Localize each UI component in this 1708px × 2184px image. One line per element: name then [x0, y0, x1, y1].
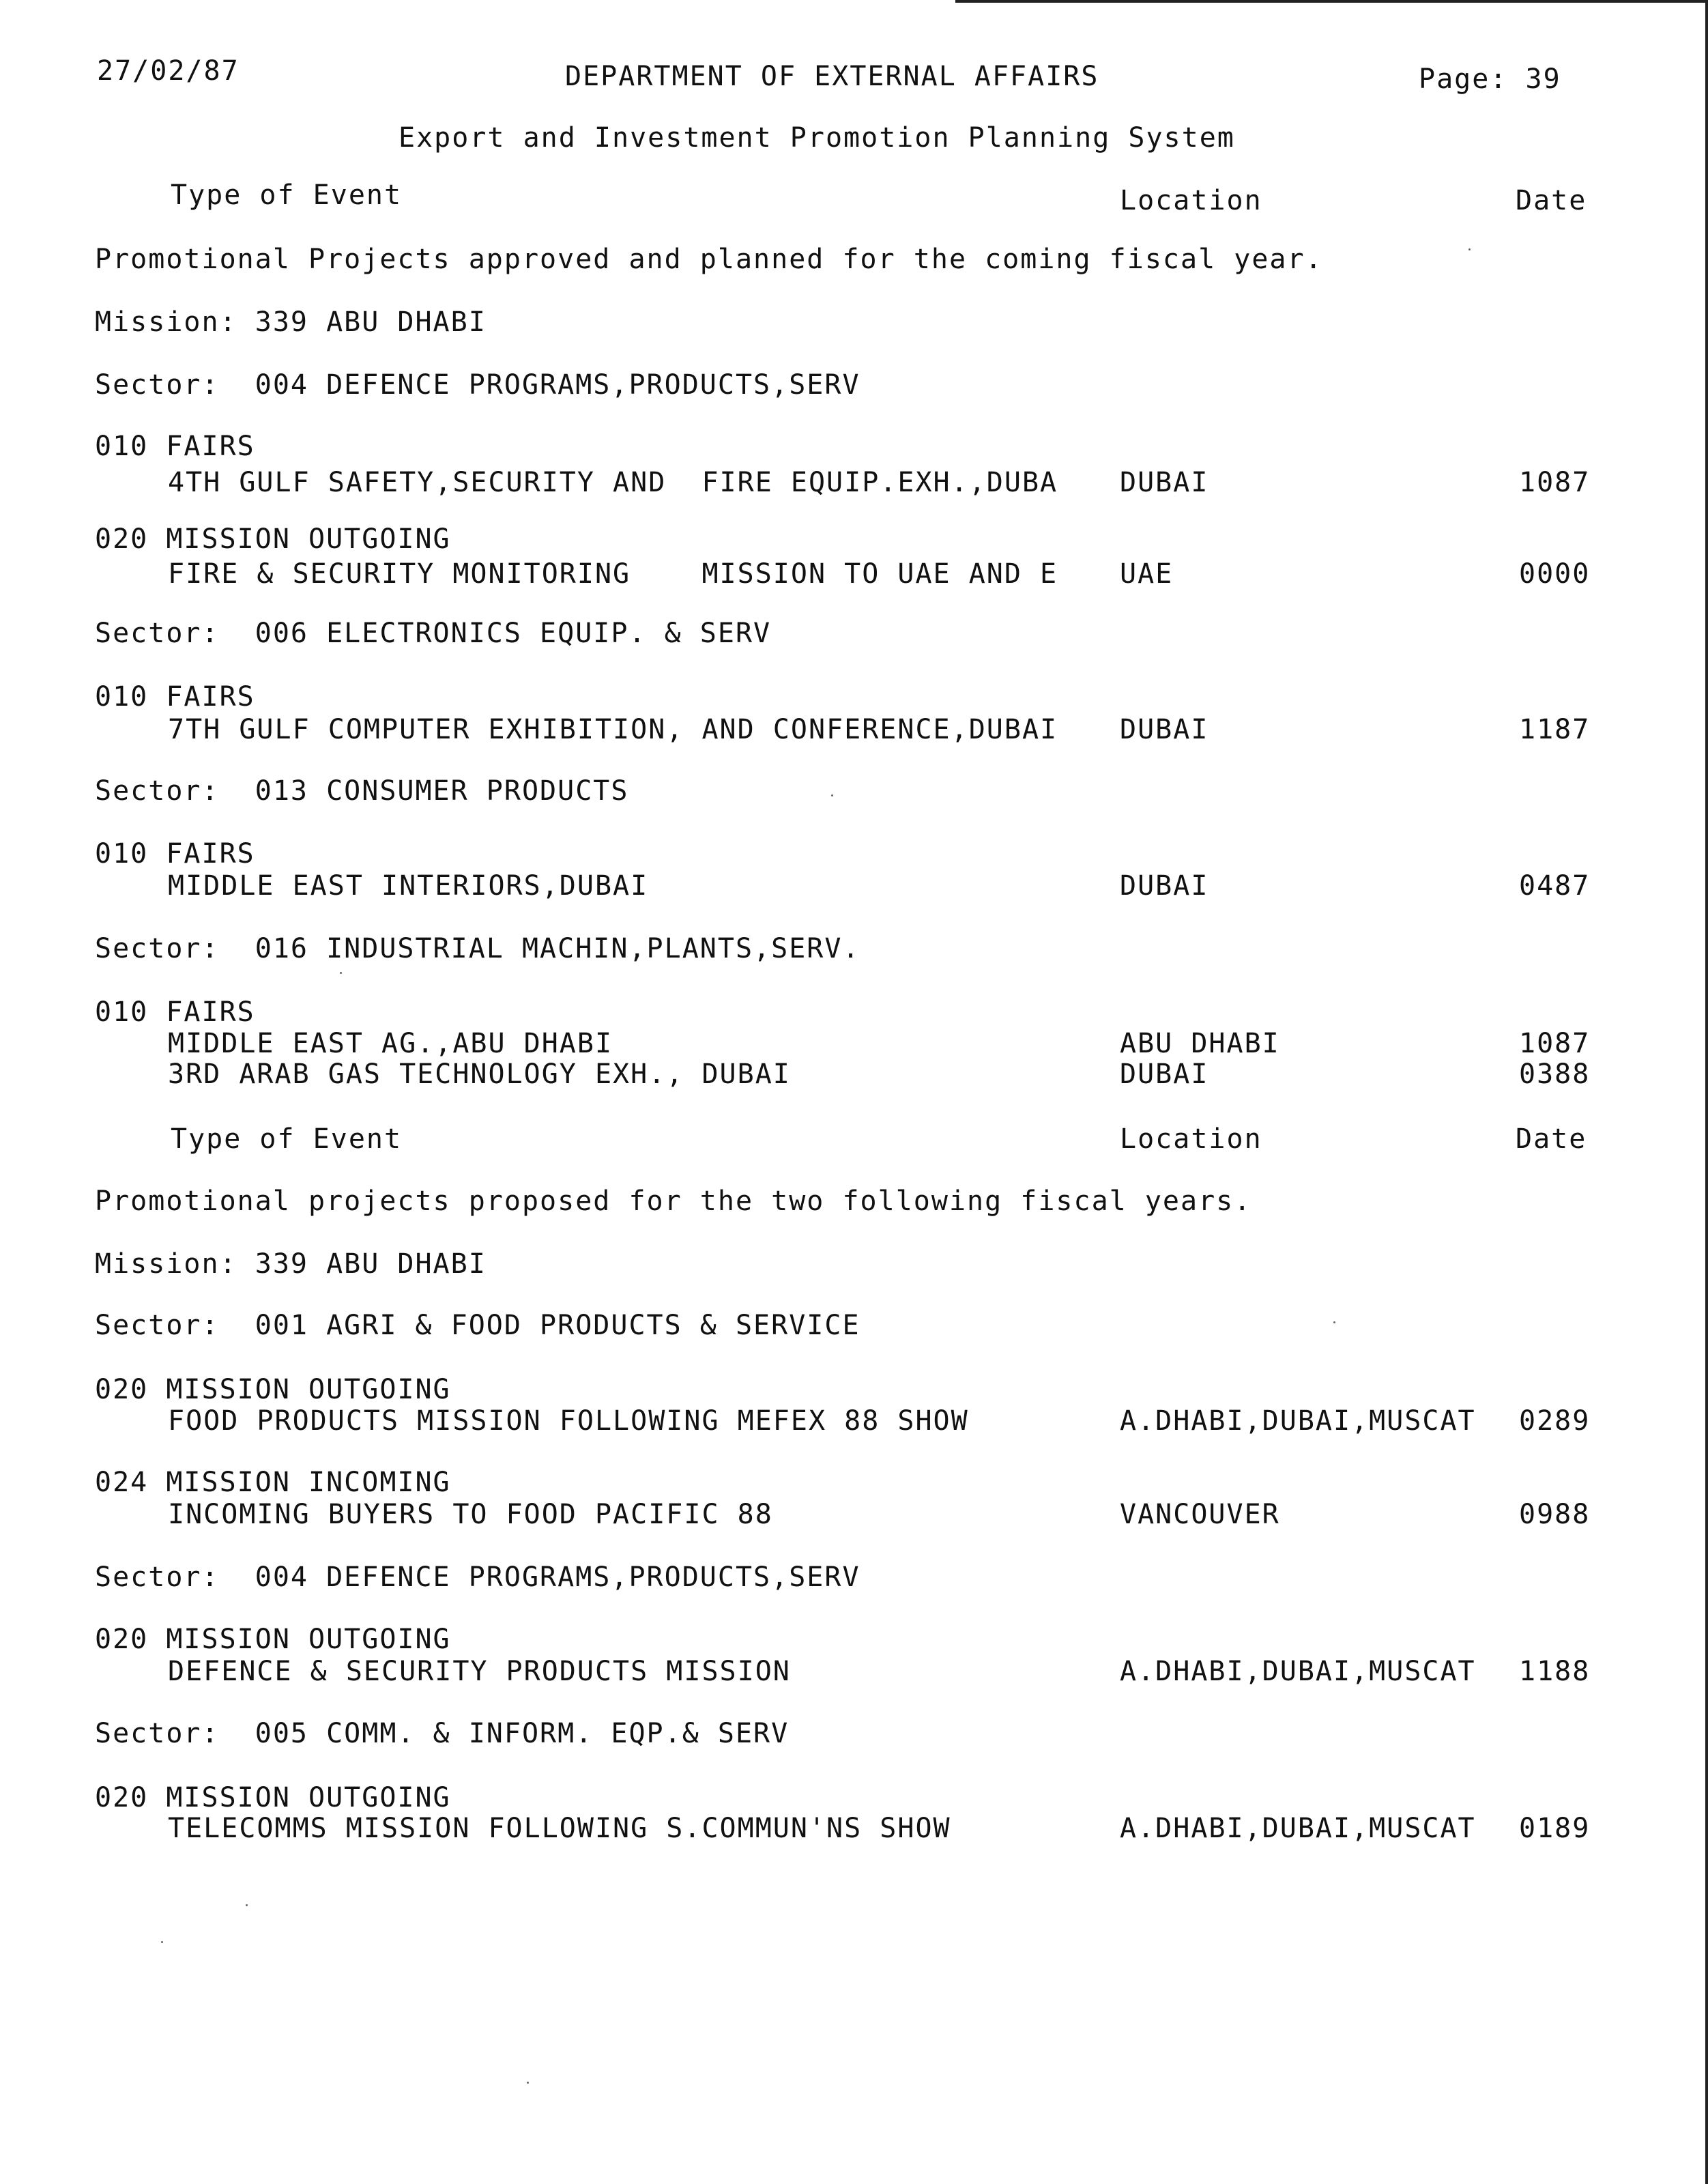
page-edge-right — [1705, 0, 1708, 2184]
event-name: INCOMING BUYERS TO FOOD PACIFIC 88 — [168, 1499, 773, 1530]
sector-label: Sector: 006 ELECTRONICS EQUIP. & SERV — [95, 618, 772, 649]
column-location-label: Location — [1120, 185, 1262, 216]
event-location: VANCOUVER — [1120, 1499, 1280, 1530]
system-title: Export and Investment Promotion Planning System — [399, 122, 1235, 154]
event-date: 0988 — [1519, 1499, 1591, 1530]
event-location: UAE — [1120, 558, 1174, 590]
event-date: 0289 — [1519, 1405, 1591, 1437]
event-name: TELECOMMS MISSION FOLLOWING S.COMMUN'NS SHOW — [168, 1813, 951, 1844]
report-date: 27/02/87 — [97, 55, 240, 87]
event-date: 1188 — [1519, 1656, 1591, 1687]
event-date: 0388 — [1519, 1059, 1591, 1090]
event-location: DUBAI — [1120, 467, 1209, 498]
event-date: 1087 — [1519, 1028, 1591, 1059]
event-date: 1087 — [1519, 467, 1591, 498]
category-label: 020 MISSION OUTGOING — [95, 1374, 451, 1405]
event-location: A.DHABI,DUBAI,MUSCAT — [1120, 1405, 1476, 1437]
scan-speck — [340, 972, 342, 974]
event-name: DEFENCE & SECURITY PRODUCTS MISSION — [168, 1656, 791, 1687]
event-location: DUBAI — [1120, 1059, 1209, 1090]
event-name: FIRE & SECURITY MONITORING MISSION TO UAE AND E — [168, 558, 1058, 590]
event-name: 3RD ARAB GAS TECHNOLOGY EXH., DUBAI — [168, 1059, 791, 1090]
table-row — [0, 713, 1638, 746]
page-edge-top — [955, 0, 1708, 3]
event-name: 7TH GULF COMPUTER EXHIBITION, AND CONFERENCE,DUBAI — [168, 714, 1058, 745]
column-type-label: Type of Event — [171, 179, 403, 211]
sector-label: Sector: 005 COMM. & INFORM. EQP.& SERV — [95, 1718, 790, 1749]
event-name: 4TH GULF SAFETY,SECURITY AND FIRE EQUIP.EXH.,DUBA — [168, 467, 1058, 498]
sector-label: Sector: 004 DEFENCE PROGRAMS,PRODUCTS,SERV — [95, 369, 860, 401]
section-intro: Promotional projects proposed for the two following fiscal years. — [95, 1186, 1252, 1217]
event-date: 0189 — [1519, 1813, 1591, 1844]
category-label: 010 FAIRS — [95, 681, 255, 713]
event-location: DUBAI — [1120, 714, 1209, 745]
table-row — [0, 558, 1638, 590]
page-number: Page: 39 — [1419, 63, 1561, 95]
column-type-label: Type of Event — [171, 1123, 403, 1155]
event-name: MIDDLE EAST AG.,ABU DHABI — [168, 1028, 613, 1059]
event-location: A.DHABI,DUBAI,MUSCAT — [1120, 1656, 1476, 1687]
sector-label: Sector: 001 AGRI & FOOD PRODUCTS & SERVICE — [95, 1310, 860, 1341]
category-label: 020 MISSION OUTGOING — [95, 1782, 451, 1813]
event-date: 1187 — [1519, 714, 1591, 745]
category-label: 024 MISSION INCOMING — [95, 1467, 451, 1498]
column-header — [0, 179, 1587, 220]
column-date-label: Date — [1516, 185, 1587, 216]
category-label: 020 MISSION OUTGOING — [95, 1624, 451, 1655]
mission-label: Mission: 339 ABU DHABI — [95, 1248, 487, 1280]
column-header — [0, 1123, 1587, 1164]
event-name: FOOD PRODUCTS MISSION FOLLOWING MEFEX 88 SHOW — [168, 1405, 969, 1437]
table-row — [0, 1058, 1638, 1091]
table-row — [0, 1498, 1638, 1531]
table-row — [0, 1655, 1638, 1688]
column-date-label: Date — [1516, 1123, 1587, 1155]
event-name: MIDDLE EAST INTERIORS,DUBAI — [168, 870, 649, 902]
event-location: A.DHABI,DUBAI,MUSCAT — [1120, 1813, 1476, 1844]
scan-speck — [1468, 248, 1471, 250]
category-label: 010 FAIRS — [95, 838, 255, 870]
category-label: 010 FAIRS — [95, 431, 255, 462]
event-location: DUBAI — [1120, 870, 1209, 902]
scan-speck — [246, 1904, 248, 1906]
sector-label: Sector: 013 CONSUMER PRODUCTS — [95, 775, 629, 807]
sector-label: Sector: 004 DEFENCE PROGRAMS,PRODUCTS,SERV — [95, 1562, 860, 1593]
category-label: 010 FAIRS — [95, 996, 255, 1028]
column-location-label: Location — [1120, 1123, 1262, 1155]
department-title: DEPARTMENT OF EXTERNAL AFFAIRS — [565, 61, 1099, 92]
event-location: ABU DHABI — [1120, 1028, 1280, 1059]
event-date: 0000 — [1519, 558, 1591, 590]
table-row — [0, 1812, 1638, 1845]
category-label: 020 MISSION OUTGOING — [95, 523, 451, 555]
mission-label: Mission: 339 ABU DHABI — [95, 306, 487, 338]
table-row — [0, 1405, 1638, 1437]
table-row — [0, 870, 1638, 902]
scan-speck — [831, 794, 833, 796]
event-date: 0487 — [1519, 870, 1591, 902]
table-row — [0, 1027, 1638, 1060]
table-row — [0, 466, 1638, 499]
scan-speck — [527, 2082, 529, 2084]
section-intro: Promotional Projects approved and planned for the coming fiscal year. — [95, 244, 1323, 275]
scan-speck — [1333, 1321, 1335, 1323]
scan-speck — [161, 1941, 163, 1943]
sector-label: Sector: 016 INDUSTRIAL MACHIN,PLANTS,SERV. — [95, 933, 860, 964]
